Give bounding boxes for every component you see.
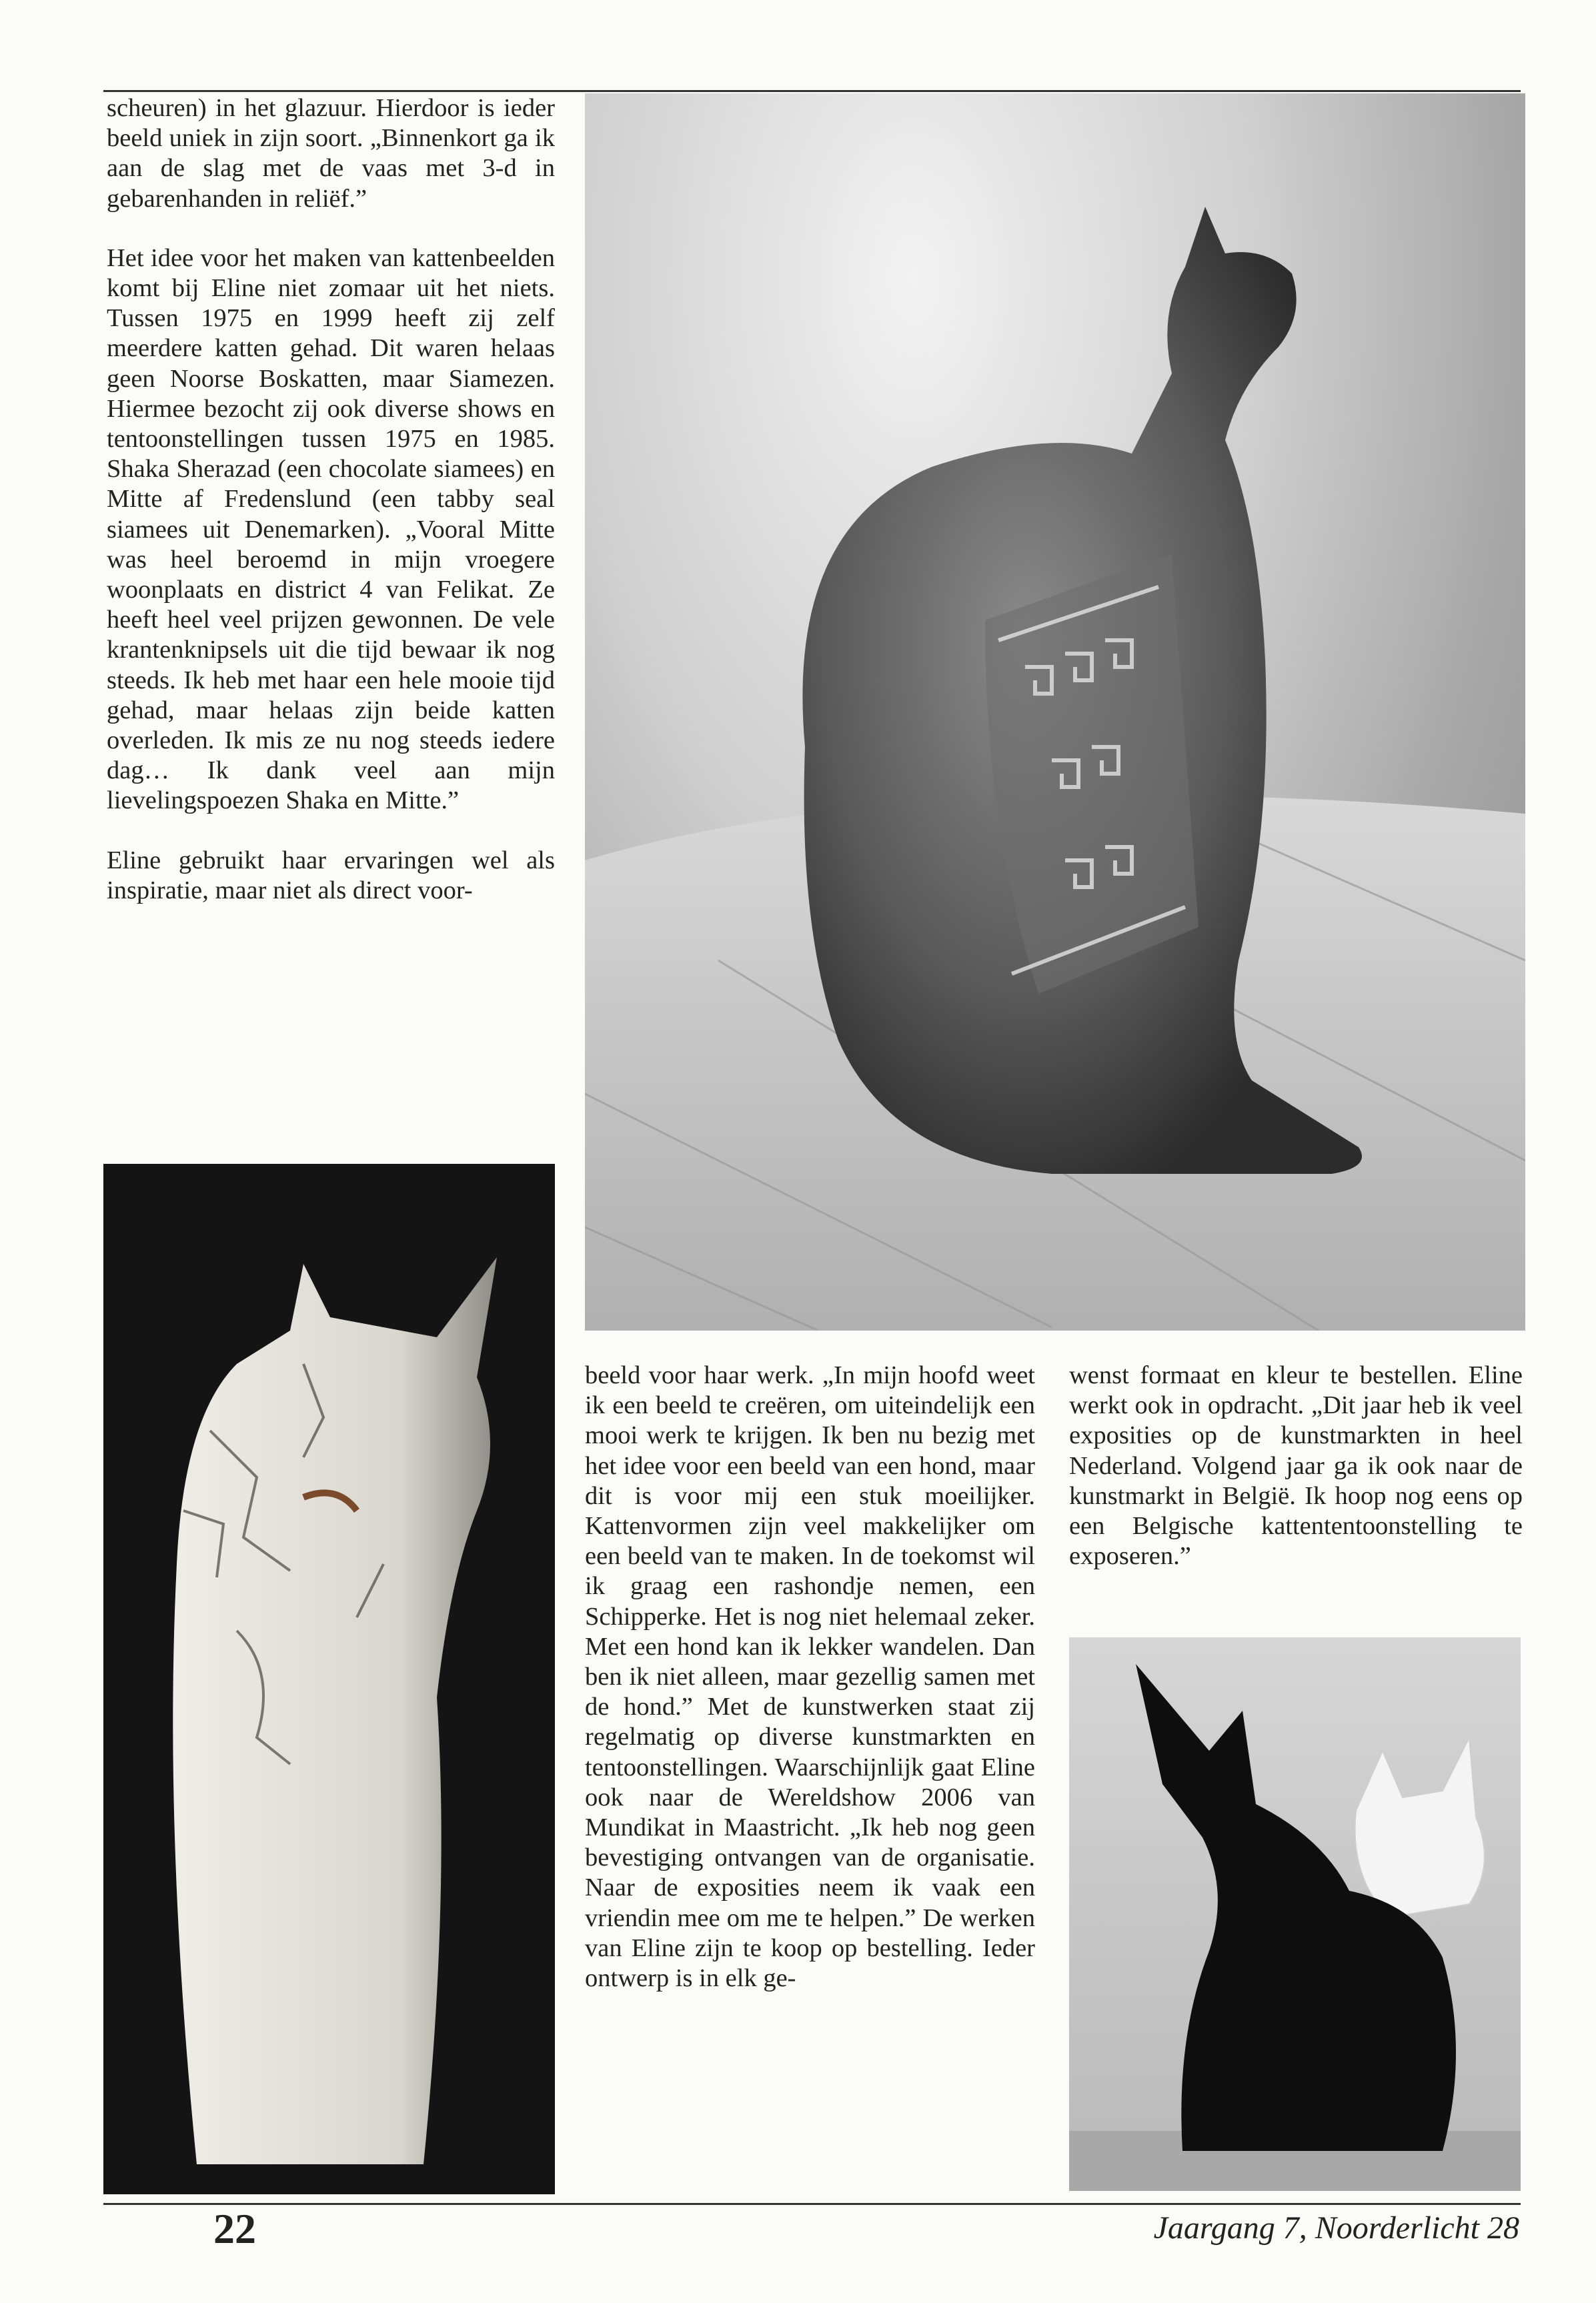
paragraph: beeld voor haar werk. „In mijn hoofd weet ik een beeld te creëren, om uiteindelijk een mooi werk te krijgen. Ik ben nu bezig met het idee voor een beeld van een hond, maar dit is voor mij een stuk moeilijker. Kattenvormen zijn veel makkelijker om een beeld van te maken. In de toekomst wil ik graag een rashondje nemen, een Schipperke. Het is nog niet helemaal zeker. Met een hond kan ik lekker wandelen. Dan ben ik niet alleen, maar gezellig samen met de hond.” Met de kunstwerken staat zij regelmatig op diverse kunstmarkten en tentoonstellingen. Waarschijnlijk gaat Eline ook naar de Wereldshow 2006 van Mundikat in Maastricht. „Ik heb nog geen bevestiging ontvangen van de organisatie. Naar de exposities neem ik vaak een vriendin mee om me te helpen.” De werken van Eline zijn te koop op bestelling. Ieder ontwerp is in elk ge- [585, 1361, 1035, 1993]
white-cat-illustration [103, 1164, 555, 2194]
publication-footer: Jaargang 7, Noorderlicht 28 [1153, 2210, 1519, 2246]
paragraph: scheuren) in het glazuur. Hierdoor is ieder beeld uniek in zijn soort. „Binnenkort ga ik aan de slag met de vaas met 3-d in gebarenhanden in reliëf.” [107, 94, 555, 213]
page-number: 22 [213, 2205, 256, 2252]
cat-sculpture-illustration [585, 93, 1525, 1331]
paragraph: wenst formaat en kleur te bestellen. Eline werkt ook in opdracht. „Dit jaar heb ik veel exposities op de kunstmarkten in heel Nederland. Volgend jaar ga ik ook naar de kunstmarkt in België. Ik hoop nog eens op een Belgische kattententoonstelling te exposeren.” [1069, 1361, 1523, 1571]
top-rule [103, 90, 1521, 92]
photo-white-crackle-cat [103, 1164, 555, 2194]
paragraph: Eline gebruikt haar ervaringen wel als inspiratie, maar niet als direct voor- [107, 846, 555, 904]
paragraph: Het idee voor het maken van kattenbeelden komt bij Eline niet zomaar uit het niets. Tussen 1975 en 1999 heeft zij zelf meerdere katten gehad. Dit waren helaas geen Noorse Boskatten, maar Siamezen. Hiermee bezocht zij ook diverse shows en tentoonstellingen tussen 1975 en 1985. Shaka Sherazad (een chocolate siamees) en Mitte af Fredenslund (een tabby seal siamees uit Denemarken). „Vooral Mitte was heel beroemd in mijn vroegere woonplaats en district 4 van Felikat. Ze heeft heel veel prijzen gewonnen. De vele krantenknipsels uit die tijd bewaar ik nog steeds. Ik heb met haar een hele mooie tijd gehad, maar helaas zijn beide katten overleden. Ik mis ze nu nog steeds iedere dag… Ik dank veel aan mijn lievelingspoezen Shaka en Mitte.” [107, 243, 555, 815]
text-column-right [1069, 1361, 1523, 1571]
text-column-left [107, 93, 555, 906]
black-white-cats-illustration [1069, 1637, 1521, 2191]
bottom-rule [103, 2203, 1521, 2205]
text-column-middle [585, 1361, 1035, 1994]
photo-black-white-cats [1069, 1637, 1521, 2191]
photo-main-cat-sculpture [585, 93, 1525, 1331]
